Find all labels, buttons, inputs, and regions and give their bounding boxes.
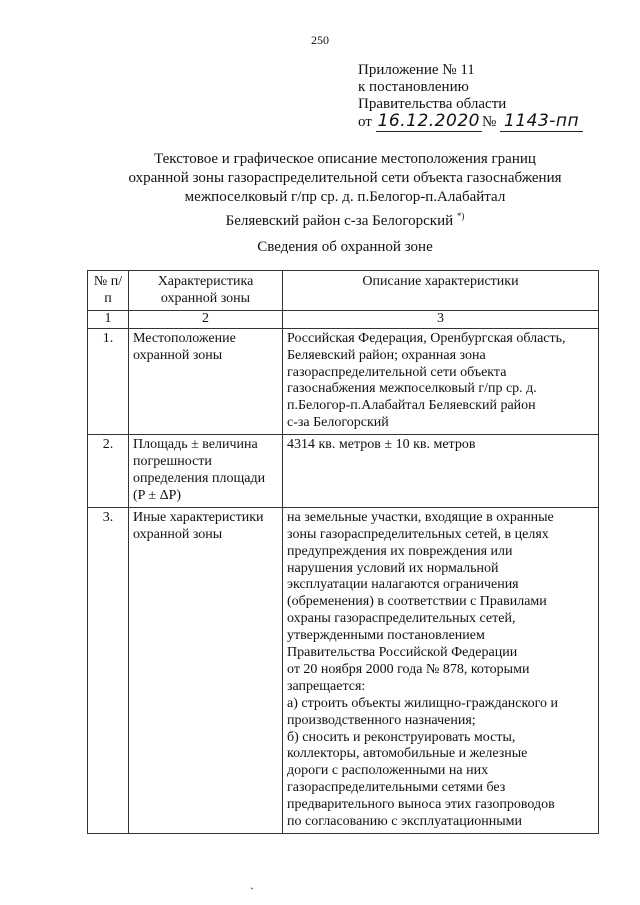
description-line: газораспределительными сетями без	[287, 780, 506, 796]
row-number: 3.	[88, 507, 129, 833]
footnote-mark: *)	[456, 211, 465, 221]
protection-zone-table	[87, 270, 599, 834]
row-number: 2.	[88, 435, 129, 508]
header-characteristic: Характеристика охранной зоны	[129, 271, 283, 311]
table-row	[88, 435, 599, 508]
description-line: б) сносить и реконструировать мосты,	[287, 729, 516, 745]
row-characteristic: Иные характеристики охранной зоны	[129, 507, 283, 833]
column-number-3: 3	[283, 310, 599, 328]
description-line: Российская Федерация, Оренбургская область,	[287, 330, 566, 346]
appendix-block	[358, 62, 583, 131]
description-line: производственного назначения;	[287, 712, 476, 728]
description-line: утвержденными постановлением	[287, 628, 485, 644]
title-line-1: Текстовое и графическое описание местоположения границ	[154, 151, 536, 167]
description-line: запрещается:	[287, 678, 366, 694]
title-line-2: охранной зоны газораспределительной сети объекта газоснабжения	[128, 170, 562, 186]
row-characteristic: Местоположение охранной зоны	[129, 328, 283, 434]
description-line: эксплуатации налагаются ограничения	[287, 577, 519, 593]
page-number: 250	[311, 33, 329, 47]
description-line: 4314 кв. метров ± 10 кв. метров	[287, 437, 476, 453]
description-line: коллекторы, автомобильные и железные	[287, 746, 528, 762]
appendix-line-1: Приложение № 11	[358, 62, 475, 78]
handwritten-number: 1143-пп	[500, 111, 583, 132]
row-description	[283, 328, 599, 434]
description-line: (обременения) в соответствии с Правилами	[287, 594, 547, 610]
row-description	[283, 507, 599, 833]
column-number-1: 1	[88, 310, 129, 328]
handwritten-date: 16.12.2020	[377, 111, 480, 131]
header-description: Описание характеристики	[283, 271, 599, 311]
title-line-4-text: Беляевский район с-за Белогорский	[225, 213, 454, 229]
description-line: Беляевский район; охранная зона	[287, 347, 486, 363]
appendix-line-3: Правительства области	[358, 96, 507, 112]
section-title: Сведения об охранной зоне	[257, 239, 433, 255]
description-line: нарушения условий их нормальной	[287, 560, 499, 576]
table-row	[88, 328, 599, 434]
header-number: № п/п	[88, 271, 129, 311]
description-line: дороги с расположенными на них	[287, 763, 489, 779]
description-line: Правительства Российской Федерации	[287, 645, 518, 661]
description-line: а) строить объекты жилищно-гражданского и	[287, 695, 558, 711]
description-line: предупреждения их повреждения или	[287, 543, 513, 559]
title-line-4	[0, 207, 640, 231]
description-line: предварительного выноса этих газопроводов	[287, 797, 555, 813]
column-number-row	[88, 310, 599, 328]
scan-mark: ˎ	[250, 876, 254, 890]
description-line: с-за Белогорский	[287, 415, 389, 431]
appendix-line-2: к постановлению	[358, 79, 469, 95]
description-line: газораспределительной сети объекта	[287, 364, 507, 380]
description-line: п.Белогор-п.Алабайтал Беляевский район	[287, 398, 536, 414]
number-prefix: №	[481, 114, 497, 130]
appendix-date-line	[358, 113, 583, 131]
row-description	[283, 435, 599, 508]
description-line: зоны газораспределительных сетей, в целях	[287, 526, 549, 542]
description-line: газоснабжения межпоселковый г/пр ср. д.	[287, 381, 537, 397]
table-header-row	[88, 271, 599, 311]
description-line: на земельные участки, входящие в охранные	[287, 509, 554, 525]
description-line: от 20 ноября 2000 года № 878, которыми	[287, 661, 530, 677]
row-characteristic: Площадь ± величина погрешности определения площади (P ± ΔP)	[129, 435, 283, 508]
row-number: 1.	[88, 328, 129, 434]
table-row	[88, 507, 599, 833]
description-line: охраны газораспределительных сетей,	[287, 611, 516, 627]
column-number-2: 2	[129, 310, 283, 328]
title-line-3: межпоселковый г/пр ср. д. п.Белогор-п.Алабайтал	[184, 189, 506, 205]
date-prefix: от	[358, 114, 372, 130]
document-title	[0, 150, 640, 231]
description-line: по согласованию с эксплуатационными	[287, 814, 522, 830]
